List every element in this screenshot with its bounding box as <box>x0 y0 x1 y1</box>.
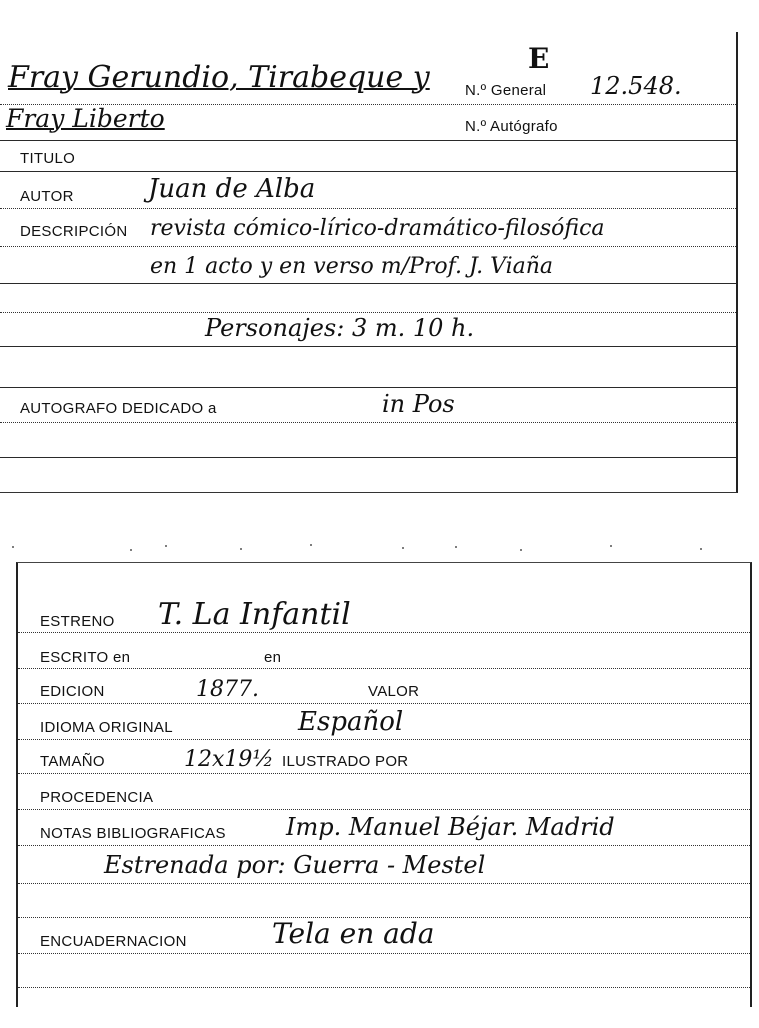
rule-b5 <box>18 773 750 774</box>
rule-b11 <box>18 987 750 988</box>
ilustrado-label: ILUSTRADO POR <box>282 753 409 770</box>
rule-4 <box>0 246 736 247</box>
rule-b7 <box>18 845 750 846</box>
rule-7 <box>0 346 736 347</box>
n-general-label: N.º General <box>465 82 547 99</box>
rule-b4 <box>18 739 750 740</box>
autografo-dedicado-value: in Pos <box>382 390 455 418</box>
escrito-label: ESCRITO en <box>40 649 131 666</box>
rule-b3 <box>18 703 750 704</box>
estreno-value: T. La Infantil <box>158 597 351 632</box>
rule-2 <box>0 171 736 172</box>
titulo-label: TITULO <box>20 150 76 167</box>
scan-noise <box>0 540 759 554</box>
idioma-label: IDIOMA ORIGINAL <box>40 719 173 736</box>
rule-3 <box>0 208 736 209</box>
autografo-dedicado-label: AUTOGRAFO DEDICADO a <box>20 400 217 417</box>
title-handwritten-line1: Fray Gerundio, Tirabeque y <box>8 60 430 95</box>
rule-b10 <box>18 953 750 954</box>
rule-9 <box>0 422 736 423</box>
rule-6 <box>0 312 736 313</box>
n-general-value: 12.548. <box>590 72 682 100</box>
notas-line1: Imp. Manuel Béjar. Madrid <box>286 813 615 841</box>
autor-value: Juan de Alba <box>148 174 316 204</box>
autor-label: AUTOR <box>20 188 74 205</box>
rule-b8 <box>18 883 750 884</box>
valor-label: VALOR <box>368 683 420 700</box>
descripcion-line1: revista cómico-lírico-dramático-filosófica <box>150 216 605 241</box>
catalog-card-top <box>0 32 738 493</box>
tamano-value: 12x19½ <box>184 747 274 772</box>
notas-label: NOTAS BIBLIOGRAFICAS <box>40 825 226 842</box>
encuadernacion-value: Tela en ada <box>272 917 435 950</box>
title-handwritten-line2: Fray Liberto <box>6 104 165 133</box>
edicion-value: 1877. <box>196 677 259 702</box>
n-autografo-label: N.º Autógrafo <box>465 118 558 135</box>
rule-10 <box>0 457 736 458</box>
estreno-label: ESTRENO <box>40 613 115 630</box>
handwritten-mark: E <box>528 42 550 75</box>
rule-b2 <box>18 668 750 669</box>
descripcion-label: DESCRIPCIÓN <box>20 223 128 240</box>
en-label: en <box>264 649 282 666</box>
rule-b1 <box>18 632 750 633</box>
personajes-value: Personajes: 3 m. 10 h. <box>205 314 475 342</box>
rule-title <box>0 104 736 105</box>
rule-b6 <box>18 809 750 810</box>
notas-line2: Estrenada por: Guerra - Mestel <box>104 851 486 879</box>
procedencia-label: PROCEDENCIA <box>40 789 154 806</box>
rule-5 <box>0 283 736 284</box>
catalog-card-bottom <box>16 562 752 1007</box>
edicion-label: EDICION <box>40 683 105 700</box>
idioma-value: Español <box>298 707 404 737</box>
tamano-label: TAMAÑO <box>40 753 105 770</box>
encuadernacion-label: ENCUADERNACION <box>40 933 187 950</box>
rule-8 <box>0 387 736 388</box>
rule-1 <box>0 140 736 141</box>
descripcion-line2: en 1 acto y en verso m/Prof. J. Viaña <box>150 254 554 279</box>
